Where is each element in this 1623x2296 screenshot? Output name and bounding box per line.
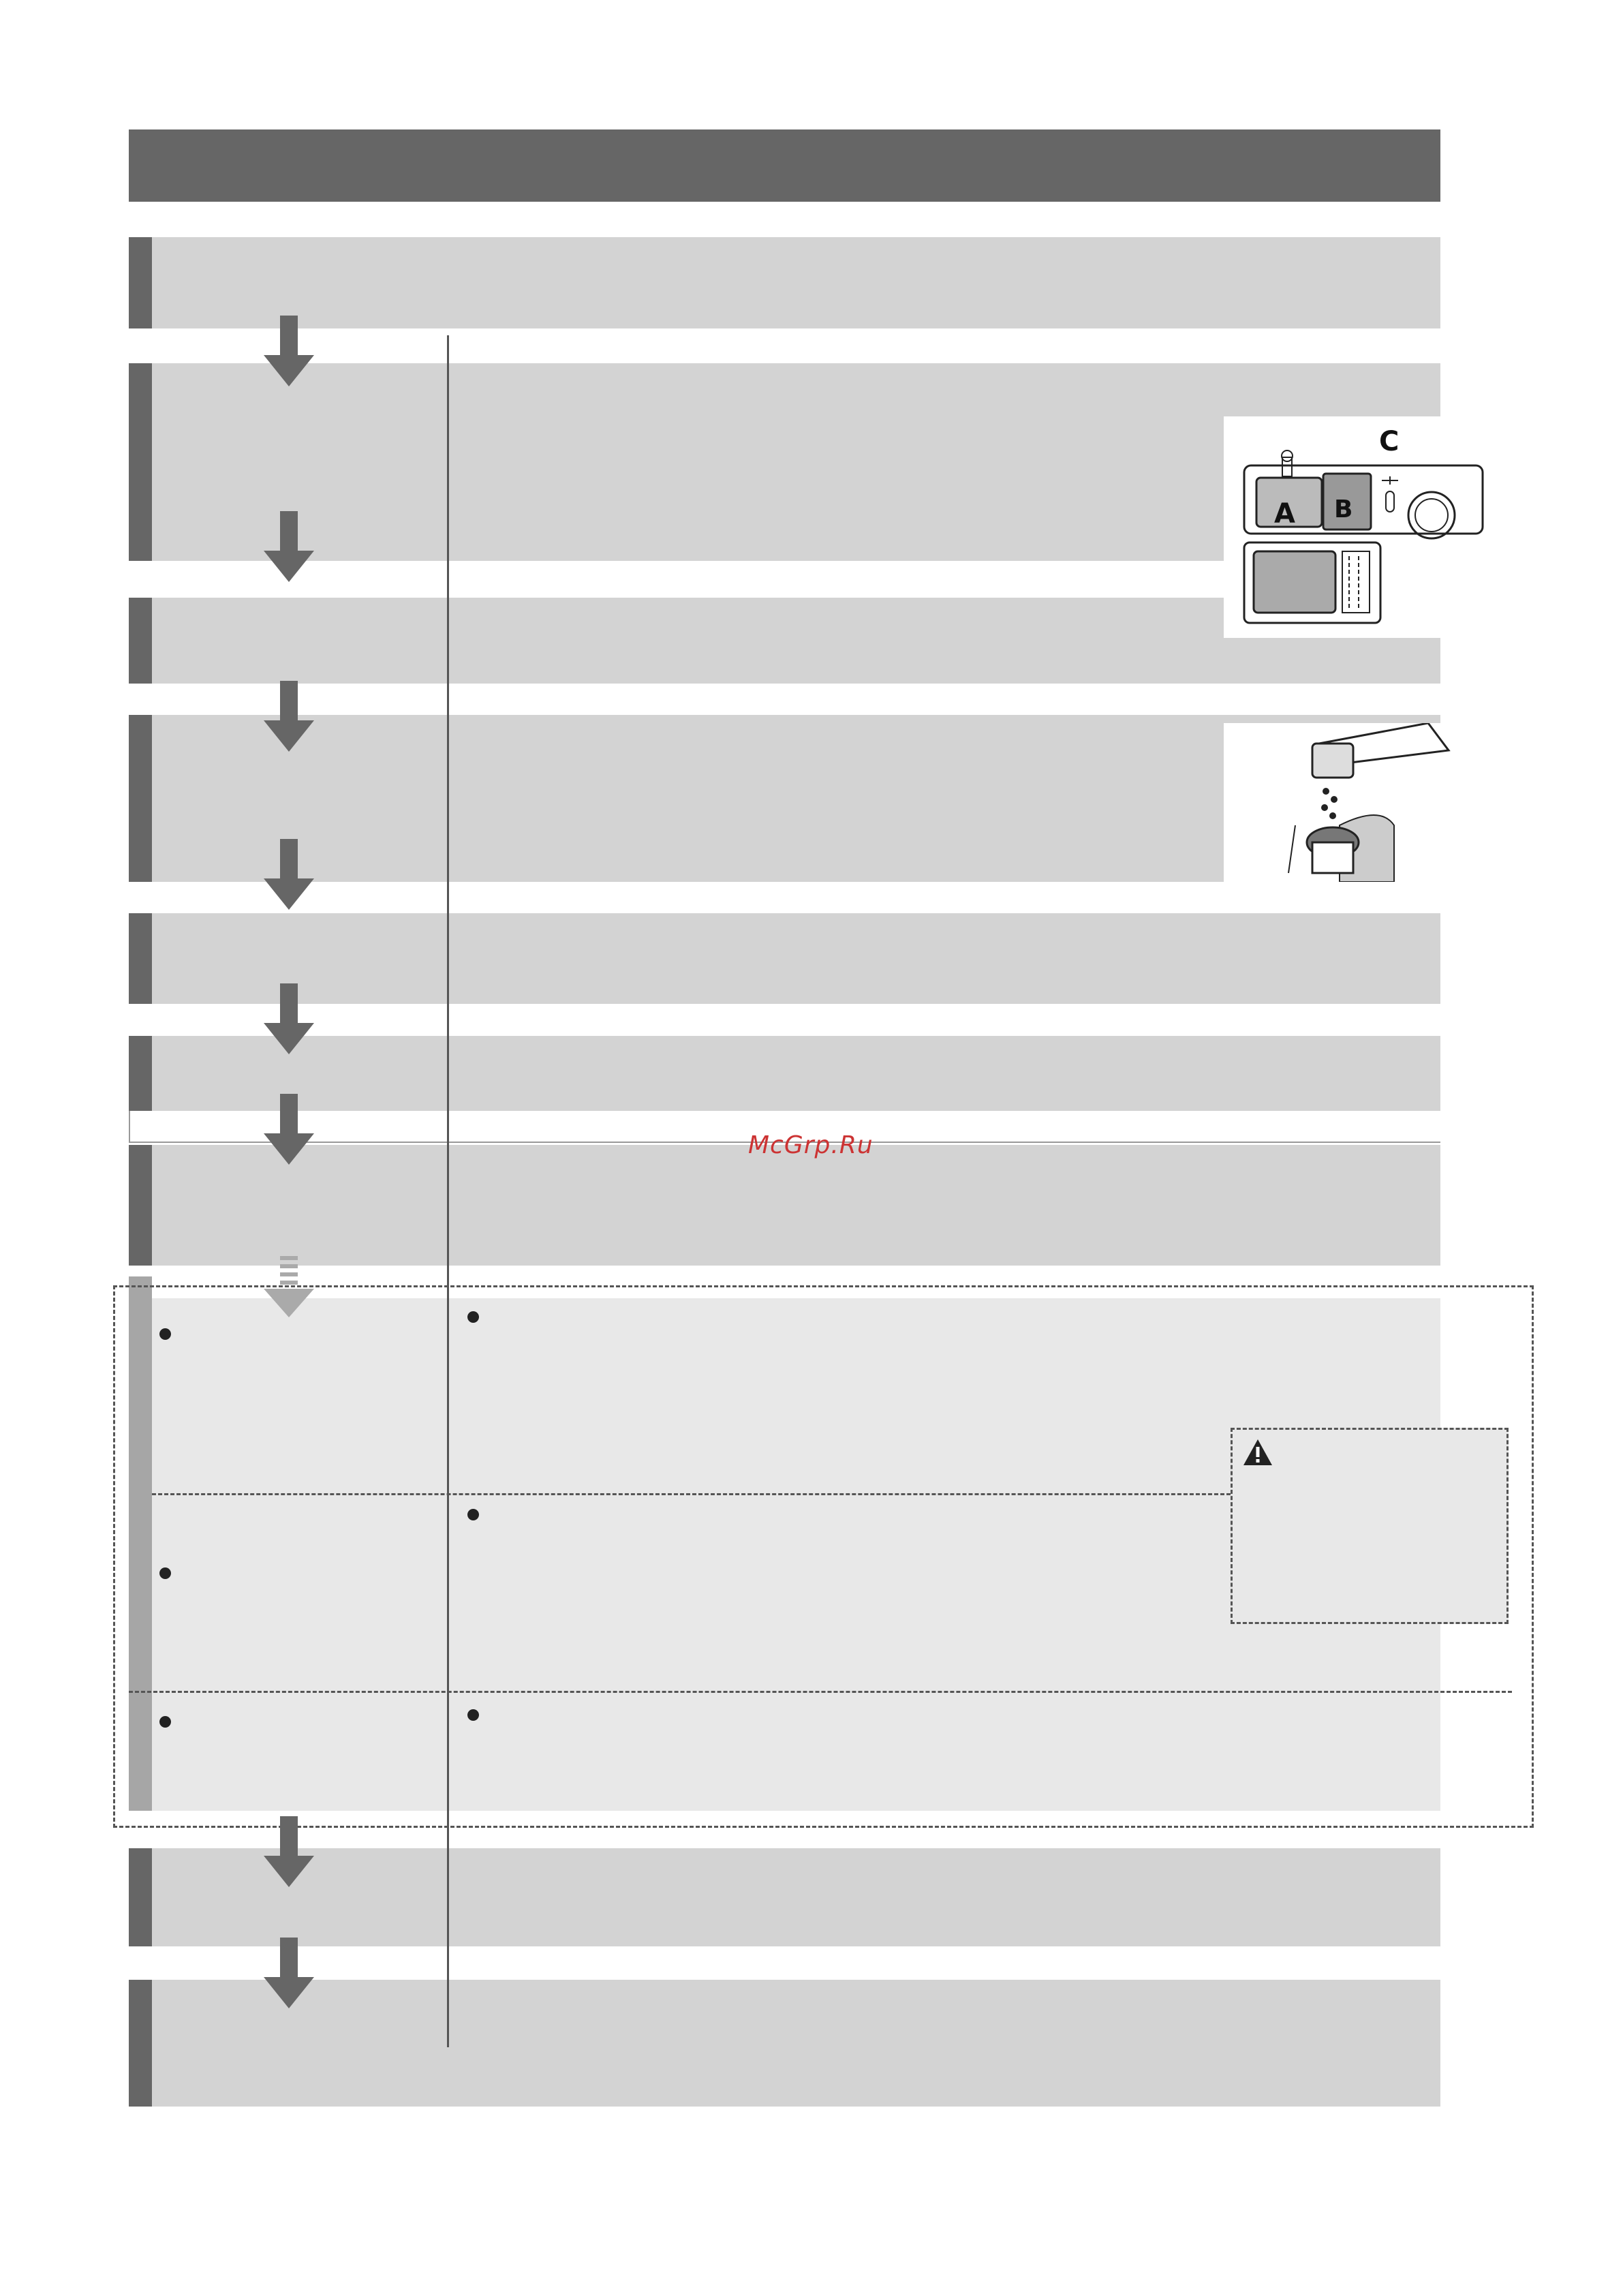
dashed-down-arrow-icon bbox=[264, 1256, 314, 1327]
step-row-8 bbox=[129, 1848, 1440, 1946]
step-accent bbox=[129, 363, 152, 561]
dispenser-label-a: A bbox=[1274, 498, 1295, 530]
step-row-1 bbox=[129, 237, 1440, 328]
column-divider bbox=[447, 335, 449, 2047]
bullet bbox=[159, 1328, 171, 1340]
dispenser-figure bbox=[1224, 416, 1500, 638]
page-header-bar bbox=[129, 129, 1440, 202]
down-arrow-icon bbox=[264, 681, 314, 752]
bullet bbox=[159, 1567, 171, 1579]
bullet bbox=[467, 1709, 479, 1721]
step-accent bbox=[129, 1848, 152, 1946]
down-arrow-icon bbox=[264, 316, 314, 386]
notes-separator bbox=[152, 1493, 1231, 1495]
step-row-6 bbox=[129, 1036, 1440, 1111]
step-accent bbox=[129, 598, 152, 684]
warning-triangle-icon bbox=[1242, 1438, 1273, 1467]
dispenser-label-b: B bbox=[1334, 495, 1353, 523]
hand-pouring-salt-icon bbox=[1224, 723, 1500, 882]
salt-figure bbox=[1224, 723, 1500, 882]
down-arrow-icon bbox=[264, 1938, 314, 2008]
bullet bbox=[159, 1716, 171, 1728]
down-arrow-icon bbox=[264, 839, 314, 910]
divider bbox=[129, 1111, 130, 1143]
step-accent bbox=[129, 1036, 152, 1111]
detergent-dispenser-illustration bbox=[1224, 416, 1500, 638]
step-accent bbox=[129, 237, 152, 328]
watermark: McGrp.Ru bbox=[748, 1131, 874, 1159]
warning-box bbox=[1231, 1428, 1509, 1624]
notes-separator bbox=[129, 1691, 1512, 1693]
down-arrow-icon bbox=[264, 1094, 314, 1165]
down-arrow-icon bbox=[264, 983, 314, 1054]
step-accent bbox=[129, 913, 152, 1004]
dispenser-label-c: C bbox=[1379, 426, 1400, 457]
step-accent bbox=[129, 715, 152, 882]
down-arrow-icon bbox=[264, 511, 314, 582]
step-row-9 bbox=[129, 1980, 1440, 2107]
step-row-5 bbox=[129, 913, 1440, 1004]
step-row-7 bbox=[129, 1145, 1440, 1266]
step-accent bbox=[129, 1145, 152, 1266]
bullet bbox=[467, 1311, 479, 1323]
step-accent bbox=[129, 1980, 152, 2107]
bullet bbox=[467, 1509, 479, 1520]
down-arrow-icon bbox=[264, 1816, 314, 1887]
